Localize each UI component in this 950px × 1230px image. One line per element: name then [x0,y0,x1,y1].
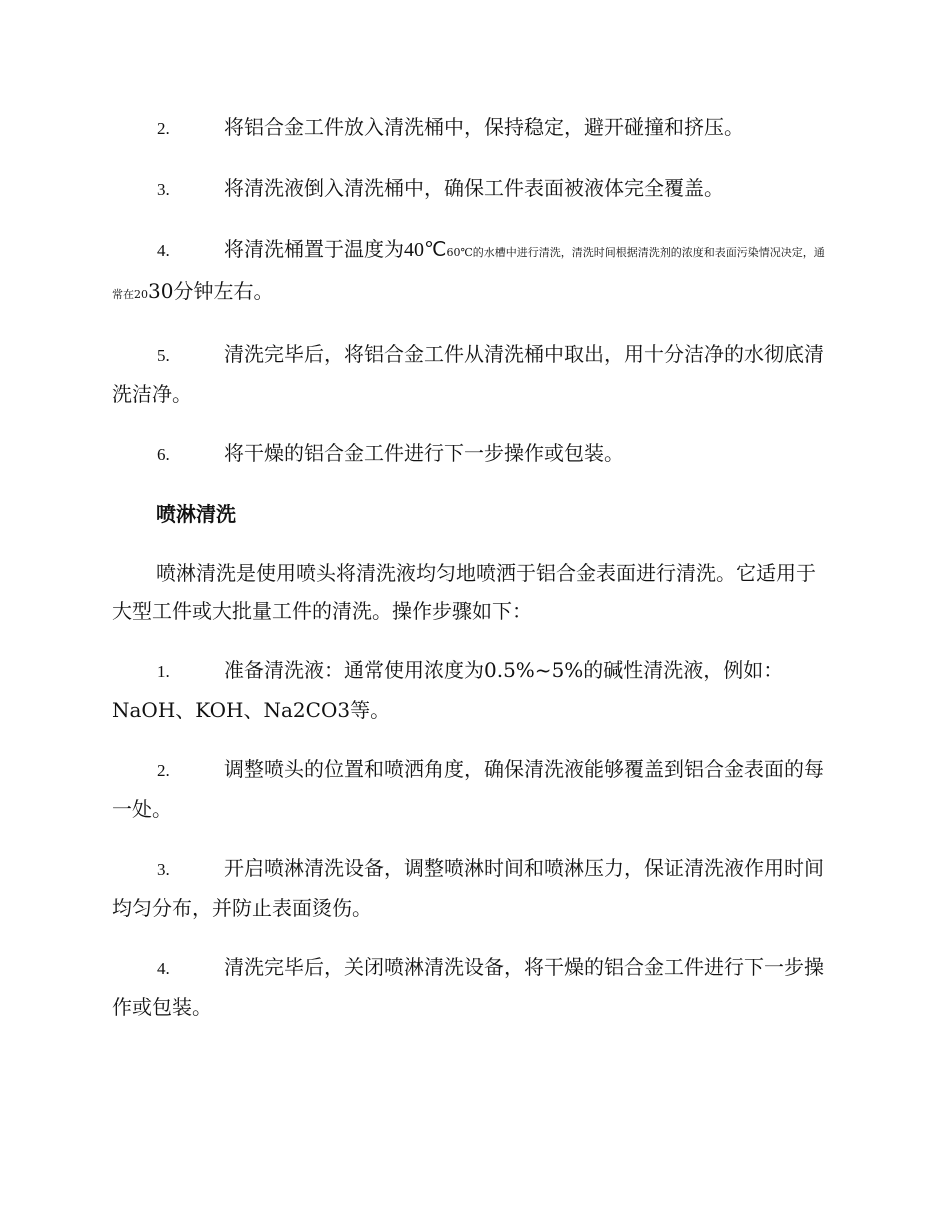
list-text: 将干燥的铝合金工件进行下一步操作或包装。 [224,441,624,465]
list-text: 将清洗液倒入清洗桶中，确保工件表面被液体完全覆盖。 [224,176,724,200]
list-number: 4. [157,241,170,260]
list-number: 2. [157,119,170,138]
list-text: 将铝合金工件放入清洗桶中，保持稳定，避开碰撞和挤压。 [224,115,744,139]
list-number: 1. [157,662,170,681]
temperature-value: 40℃ [404,239,447,261]
section-heading: 喷淋清洗 [156,502,236,526]
list-text: 准备清洗液：通常使用浓度为0.5%~5%的碱性清洗液，例如：NaOH、KOH、Na2CO3等。 [112,658,784,722]
list-text: 30分钟左右。 [148,279,274,303]
small-text: 60℃的水槽中进行清洗，清洗时间根据清洗剂的浓度和表面污染情况决定，通常在 [112,246,825,301]
list-number: 3. [157,180,170,199]
document-page [112,108,832,1047]
list-item [112,434,832,474]
list-text: 将清洗桶置于温度为 [224,237,404,261]
list-item [112,948,832,1026]
list-item [112,230,832,314]
section-paragraph: 喷淋清洗是使用喷头将清洗液均匀地喷洒于铝合金表面进行清洗。它适用于大型工件或大批量工件的清洗。操作步骤如下： [112,561,816,623]
list-text: 清洗完毕后，将铝合金工件从清洗桶中取出，用十分洁净的水彻底清洗洁净。 [112,342,824,406]
list-number: 3. [157,860,170,879]
list-item [112,335,832,413]
list-text: 开启喷淋清洗设备，调整喷淋时间和喷淋压力，保证清洗液作用时间均匀分布，并防止表面烫伤。 [112,856,824,920]
list-item [112,750,832,828]
list-number: 4. [157,959,170,978]
list-text: 清洗完毕后，关闭喷淋清洗设备，将干燥的铝合金工件进行下一步操作或包装。 [112,955,824,1019]
list-number: 2. [157,761,170,780]
list-number: 6. [157,445,170,464]
list-item [112,108,832,148]
list-item [112,651,832,729]
list-item [112,849,832,927]
list-text: 调整喷头的位置和喷洒角度，确保清洗液能够覆盖到铝合金表面的每一处。 [112,757,824,821]
list-item [112,169,832,209]
small-text: 20 [134,288,148,301]
list-number: 5. [157,346,170,365]
